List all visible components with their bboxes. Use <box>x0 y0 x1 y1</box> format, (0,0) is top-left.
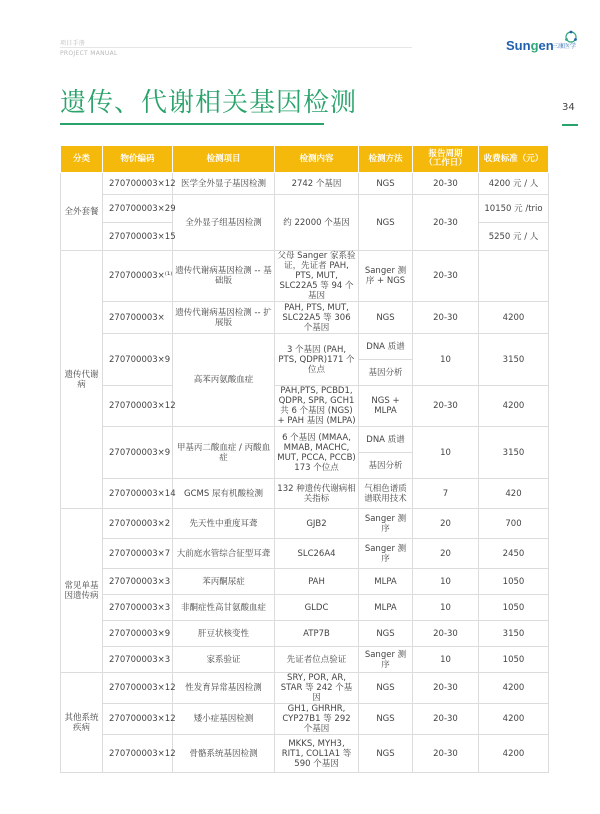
category-cell: 遗传代谢病 <box>61 251 103 509</box>
content-cell: 6 个基因 (MMAA, MMAB, MACHC, MUT, PCCA, PCCB) 173 个位点 <box>275 427 359 479</box>
code-cell: 270700003×12 <box>103 386 173 427</box>
col-header-item: 检测项目 <box>173 146 275 173</box>
item-cell: 遗传代谢病基因检测 -- 基础版 <box>173 251 275 302</box>
fee-cell: 4200 元 / 人 <box>479 173 549 195</box>
col-header-fee: 收费标准（元） <box>479 146 549 173</box>
content-cell: SRY, POR, AR, STAR 等 242 个基因 <box>275 673 359 704</box>
content-cell: GJB2 <box>275 509 359 539</box>
company-logo <box>506 30 576 66</box>
fee-cell: 5250 元 / 人 <box>479 223 549 251</box>
table-row <box>61 621 549 647</box>
period-cell: 10 <box>413 334 479 386</box>
item-cell: 高苯丙氨酸血症 <box>173 334 275 427</box>
table-row <box>61 302 549 334</box>
fee-cell: 1050 <box>479 647 549 673</box>
fee-cell: 4200 <box>479 673 549 704</box>
content-cell: GH1, GHRHR, CYP27B1 等 292 个基因 <box>275 704 359 735</box>
table-row <box>61 173 549 195</box>
content-cell: 2742 个基因 <box>275 173 359 195</box>
method-cell: NGS <box>359 195 413 251</box>
code-cell: 270700003×3 <box>103 595 173 621</box>
col-header-code: 物价编码 <box>103 146 173 173</box>
table-row <box>61 479 549 509</box>
fee-cell: 2450 <box>479 539 549 569</box>
content-cell: MKKS, MYH3, RIT1, COL1A1 等 590 个基因 <box>275 735 359 773</box>
table-row <box>61 673 549 704</box>
table-row <box>61 334 549 360</box>
table-row <box>61 251 549 302</box>
fee-cell: 3150 <box>479 621 549 647</box>
table-row <box>61 509 549 539</box>
code-cell: 270700003×15 <box>103 223 173 251</box>
fee-cell <box>479 251 549 302</box>
item-cell: 性发育异常基因检测 <box>173 673 275 704</box>
period-cell: 7 <box>413 479 479 509</box>
code-cell: 270700003×3 <box>103 569 173 595</box>
period-cell: 20 <box>413 539 479 569</box>
col-header-content: 检测内容 <box>275 146 359 173</box>
method-cell: 气相色谱质谱联用技术 <box>359 479 413 509</box>
category-cell: 其他系统疾病 <box>61 673 103 773</box>
content-cell: 父母 Sanger 家系验证，先证者 PAH, PTS, MUT, SLC22A5 等 94 个基因 <box>275 251 359 302</box>
content-cell: ATP7B <box>275 621 359 647</box>
logo-cn-text: 三康医学 <box>552 43 577 50</box>
item-cell: 遗传代谢病基因检测 -- 扩展版 <box>173 302 275 334</box>
code-cell: 270700003×3 <box>103 647 173 673</box>
period-cell: 20-30 <box>413 251 479 302</box>
code-cell: 270700003×9 <box>103 621 173 647</box>
item-cell: 医学全外显子基因检测 <box>173 173 275 195</box>
code-cell: 270700003×12 <box>103 735 173 773</box>
method-cell: NGS + MLPA <box>359 386 413 427</box>
logo-wordmark: Sungen <box>506 38 554 53</box>
col-header-period: 报告周期 （工作日） <box>413 146 479 173</box>
item-cell: GCMS 尿有机酸检测 <box>173 479 275 509</box>
item-cell: 大前庭水管综合征型耳聋 <box>173 539 275 569</box>
content-cell: 3 个基因 (PAH, PTS, QDPR)171 个位点 <box>275 334 359 386</box>
item-cell: 苯丙酮尿症 <box>173 569 275 595</box>
method-cell: MLPA <box>359 569 413 595</box>
period-cell: 20-30 <box>413 173 479 195</box>
method-cell: MLPA <box>359 595 413 621</box>
method-cell: DNA 质谱 <box>359 334 413 360</box>
item-cell: 肝豆状核变性 <box>173 621 275 647</box>
test-price-table <box>60 145 549 773</box>
page-number: 34 <box>562 102 575 113</box>
code-cell: 270700003×⁽¹⁾ <box>103 251 173 302</box>
table-row <box>61 427 549 453</box>
method-cell: NGS <box>359 173 413 195</box>
code-cell: 270700003×12 <box>103 673 173 704</box>
content-cell: PAH <box>275 569 359 595</box>
method-cell: NGS <box>359 735 413 773</box>
code-cell: 270700003× <box>103 302 173 334</box>
table-row <box>61 539 549 569</box>
fee-cell: 420 <box>479 479 549 509</box>
table-row <box>61 195 549 223</box>
page-number-underline <box>562 124 578 126</box>
title-underline <box>60 123 324 125</box>
content-cell: 先证者位点验证 <box>275 647 359 673</box>
code-cell: 270700003×29 <box>103 195 173 223</box>
category-cell: 常见单基因遗传病 <box>61 509 103 673</box>
fee-cell: 1050 <box>479 569 549 595</box>
method-cell: Sanger 测序 + NGS <box>359 251 413 302</box>
period-cell: 20-30 <box>413 621 479 647</box>
item-cell: 非酮症性高甘氨酸血症 <box>173 595 275 621</box>
fee-cell: 4200 <box>479 302 549 334</box>
item-cell: 先天性中重度耳聋 <box>173 509 275 539</box>
method-cell: 基因分析 <box>359 360 413 386</box>
fee-cell: 1050 <box>479 595 549 621</box>
page-title: 遗传、代谢相关基因检测 <box>60 88 358 118</box>
table-row <box>61 595 549 621</box>
period-cell: 20-30 <box>413 673 479 704</box>
item-cell: 家系验证 <box>173 647 275 673</box>
period-cell: 20-30 <box>413 735 479 773</box>
manual-label-cn: 项目手册 <box>60 40 86 47</box>
code-cell: 270700003×2 <box>103 509 173 539</box>
code-cell: 270700003×7 <box>103 539 173 569</box>
period-cell: 10 <box>413 647 479 673</box>
method-cell: NGS <box>359 621 413 647</box>
content-cell: PAH, PTS, MUT, SLC22A5 等 306 个基因 <box>275 302 359 334</box>
period-cell: 20-30 <box>413 302 479 334</box>
code-cell: 270700003×9 <box>103 427 173 479</box>
content-cell: GLDC <box>275 595 359 621</box>
header-rule <box>60 47 412 48</box>
table-header-row <box>61 146 549 173</box>
method-cell: NGS <box>359 673 413 704</box>
category-cell: 全外套餐 <box>61 173 103 251</box>
period-cell: 10 <box>413 427 479 479</box>
method-cell: NGS <box>359 704 413 735</box>
method-cell: NGS <box>359 302 413 334</box>
fee-cell: 3150 <box>479 427 549 479</box>
col-header-method: 检测方法 <box>359 146 413 173</box>
code-cell: 270700003×9 <box>103 334 173 386</box>
logo-mark-icon <box>564 30 578 44</box>
fee-cell: 3150 <box>479 334 549 386</box>
code-cell: 270700003×14 <box>103 479 173 509</box>
col-header-category: 分类 <box>61 146 103 173</box>
content-cell: 约 22000 个基因 <box>275 195 359 251</box>
content-cell: SLC26A4 <box>275 539 359 569</box>
table-row <box>61 647 549 673</box>
table-row <box>61 704 549 735</box>
content-cell: PAH,PTS, PCBD1, QDPR, SPR, GCH1 共 6 个基因 (NGS) + PAH 基因 (MLPA) <box>275 386 359 427</box>
fee-cell: 4200 <box>479 386 549 427</box>
item-cell: 骨骼系统基因检测 <box>173 735 275 773</box>
fee-cell: 4200 <box>479 704 549 735</box>
method-cell: 基因分析 <box>359 453 413 479</box>
period-cell: 10 <box>413 595 479 621</box>
method-cell: Sanger 测序 <box>359 539 413 569</box>
content-cell: 132 种遗传代谢病相关指标 <box>275 479 359 509</box>
period-cell: 20-30 <box>413 386 479 427</box>
period-cell: 20 <box>413 509 479 539</box>
period-cell: 10 <box>413 569 479 595</box>
fee-cell: 4200 <box>479 735 549 773</box>
period-cell: 20-30 <box>413 195 479 251</box>
table-row <box>61 735 549 773</box>
fee-cell: 700 <box>479 509 549 539</box>
code-cell: 270700003×12 <box>103 704 173 735</box>
fee-cell: 10150 元 /trio <box>479 195 549 223</box>
table-row <box>61 386 549 427</box>
item-cell: 全外显子组基因检测 <box>173 195 275 251</box>
method-cell: Sanger 测序 <box>359 647 413 673</box>
table-row <box>61 569 549 595</box>
code-cell: 270700003×12 <box>103 173 173 195</box>
period-cell: 20-30 <box>413 704 479 735</box>
item-cell: 甲基丙二酸血症 / 丙酸血症 <box>173 427 275 479</box>
method-cell: DNA 质谱 <box>359 427 413 453</box>
item-cell: 矮小症基因检测 <box>173 704 275 735</box>
manual-label-en: PROJECT MANUAL <box>60 50 118 57</box>
method-cell: Sanger 测序 <box>359 509 413 539</box>
